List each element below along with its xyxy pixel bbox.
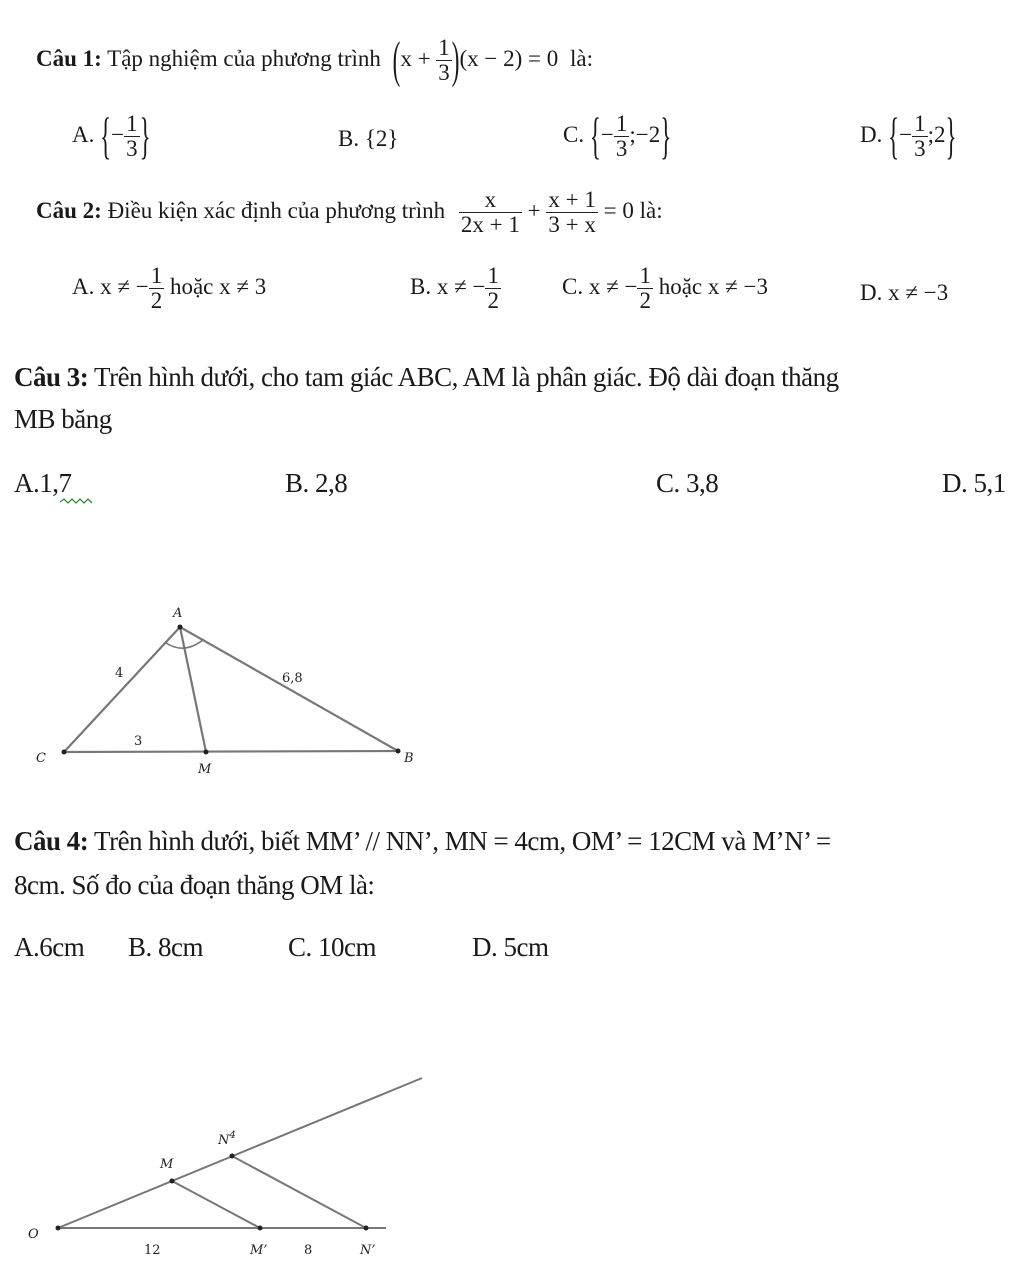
q1-frac-num: 1 <box>438 35 450 60</box>
q2-fraction-1 <box>459 188 522 237</box>
q4-line1-text: Trên hình dưới, biết MM’ // NN’, MN = 4cm, OM’ = 12CM và M’N’ = <box>94 826 831 856</box>
q4-option-d[interactable]: D. 5cm <box>472 932 549 962</box>
side-cb <box>64 751 398 752</box>
q2-option-d[interactable]: D. x ≠ −3 <box>860 280 949 305</box>
q1-factor2: (x − 2) = 0 <box>459 45 559 71</box>
q2-f1-num: x <box>459 188 522 213</box>
q1-option-d-letter: D. <box>860 121 883 147</box>
q1-statement: Câu 1: Tập nghiệm của phương trình (x + $\frac{1}{3}$ )(x − 2) = 0 là: <box>36 32 593 88</box>
q3-line1-text: Trên hình dưới, cho tam giác ABC, AM là phân giác. Độ dài đoạn thăng <box>94 362 839 392</box>
length-om2: 12 <box>144 1243 161 1258</box>
q2-option-b-frac <box>485 264 501 313</box>
q2-text-before: Điều kiện xác định của phương trình <box>107 197 446 223</box>
q1-text-before: Tập nghiệm của phương trình <box>107 45 381 71</box>
q1-option-d-num: 1 <box>914 111 926 136</box>
q2-option-a-frac <box>149 264 165 313</box>
label-c: C <box>36 751 46 766</box>
q1-option-c-sign: − <box>600 121 614 147</box>
q4-option-a[interactable]: A.6cm <box>14 932 85 962</box>
q4-option-c[interactable]: C. 10cm <box>288 932 376 962</box>
side-ca <box>64 627 180 752</box>
q2-f1-den: 2x + 1 <box>460 212 520 238</box>
q1-option-c-frac <box>614 112 630 161</box>
q2-option-c-frac <box>637 264 653 313</box>
q2-plus: + <box>527 197 541 223</box>
q1-option-c-num: 1 <box>615 111 628 136</box>
q1-option-c[interactable]: C. {− $\frac{1}{3}$ ;−2} <box>563 108 672 164</box>
q2-fraction-2 <box>546 188 597 237</box>
q2-option-b-den: 2 <box>487 288 499 314</box>
q1-option-c-rest: ;−2 <box>629 121 661 147</box>
segment-mm2 <box>172 1181 260 1228</box>
label-o: O <box>28 1227 39 1242</box>
ray-om <box>58 1078 422 1228</box>
q4-label: Câu 4: <box>14 826 89 856</box>
q2-f2-num: x + 1 <box>548 187 596 212</box>
q1-option-b[interactable]: B. {2} <box>338 126 399 151</box>
label-b: B <box>404 751 414 766</box>
q2-option-c[interactable] <box>562 264 768 313</box>
length-cm: 3 <box>134 734 143 749</box>
q3-option-c[interactable]: C. 3,8 <box>656 468 719 498</box>
q2-eq: = 0 <box>603 197 634 223</box>
q2-option-c-den: 2 <box>639 288 651 314</box>
q2-option-b-pre: B. x ≠ − <box>410 273 486 299</box>
q3-option-d[interactable]: D. 5,1 <box>942 468 1006 498</box>
q3-option-a[interactable]: A.1,7 <box>14 468 72 498</box>
q1-option-a-num: 1 <box>126 111 138 136</box>
label-a: A <box>173 606 183 621</box>
q1-option-a-sign: − <box>111 121 125 147</box>
side-ab <box>180 627 398 751</box>
label-m: M <box>160 1157 174 1172</box>
q4-parallel-figure <box>20 1070 440 1270</box>
q1-option-a-letter: A. <box>72 121 95 147</box>
q2-f2-den: 3 + x <box>548 212 596 238</box>
q2-option-a-num: 1 <box>150 263 163 288</box>
q1-option-d[interactable]: D. {− $\frac{1}{3}$ ;2} <box>860 108 957 164</box>
q2-option-a-pre: A. x ≠ − <box>72 273 149 299</box>
q2-option-a-post: hoặc x ≠ 3 <box>169 273 267 299</box>
q1-option-c-letter: C. <box>563 121 585 147</box>
q3-statement-line2: MB băng <box>14 404 112 434</box>
q1-option-d-frac <box>912 112 928 161</box>
length-m2n2: 8 <box>304 1243 313 1258</box>
q2-label: Câu 2: <box>36 197 102 223</box>
length-ab: 6,8 <box>282 671 303 686</box>
q1-option-d-den: 3 <box>914 136 926 162</box>
q1-frac-den: 3 <box>438 60 450 86</box>
q1-text-after: là: <box>569 45 593 71</box>
q4-option-b[interactable]: B. 8cm <box>128 932 203 962</box>
q4-statement-line1 <box>14 826 831 857</box>
q3-option-b[interactable]: B. 2,8 <box>285 468 348 498</box>
q1-option-d-sign: − <box>899 121 913 147</box>
q1-option-a[interactable]: A. {− $\frac{1}{3}$ } <box>72 108 151 164</box>
label-n-sup: 4 <box>229 1130 236 1141</box>
q3-label: Câu 3: <box>14 362 89 392</box>
q2-statement <box>36 188 663 237</box>
q2-option-c-post: hoặc x ≠ −3 <box>658 273 768 299</box>
spellcheck-squiggle <box>60 498 96 506</box>
q1-option-a-frac <box>124 112 140 161</box>
segment-nn2 <box>232 1156 366 1228</box>
length-ac: 4 <box>115 666 124 681</box>
q2-option-a-den: 2 <box>150 288 163 314</box>
label-m: M <box>198 762 212 777</box>
q2-option-a[interactable] <box>72 264 266 313</box>
q1-x: x <box>400 45 412 71</box>
q2-option-b[interactable] <box>410 264 501 313</box>
q1-option-d-rest: ;2 <box>927 121 946 147</box>
q1-fraction <box>436 36 452 85</box>
label-n-prime: N’ <box>360 1243 376 1258</box>
label-m-prime: M’ <box>250 1243 268 1258</box>
q1-label: Câu 1: <box>36 45 102 71</box>
q1-plus: + <box>417 45 431 71</box>
q2-text-after: là: <box>639 197 663 223</box>
q1-option-a-den: 3 <box>126 136 138 162</box>
q4-statement-line2: 8cm. Số đo của đoạn thăng OM là: <box>14 870 375 900</box>
q2-option-c-num: 1 <box>639 263 651 288</box>
label-n-main: N <box>218 1133 230 1148</box>
q3-triangle-figure <box>20 595 440 785</box>
q3-statement-line1 <box>14 362 839 393</box>
label-n <box>217 1130 236 1148</box>
q2-option-c-pre: C. x ≠ − <box>562 273 638 299</box>
q1-option-c-den: 3 <box>615 136 628 162</box>
q2-option-b-num: 1 <box>487 263 499 288</box>
